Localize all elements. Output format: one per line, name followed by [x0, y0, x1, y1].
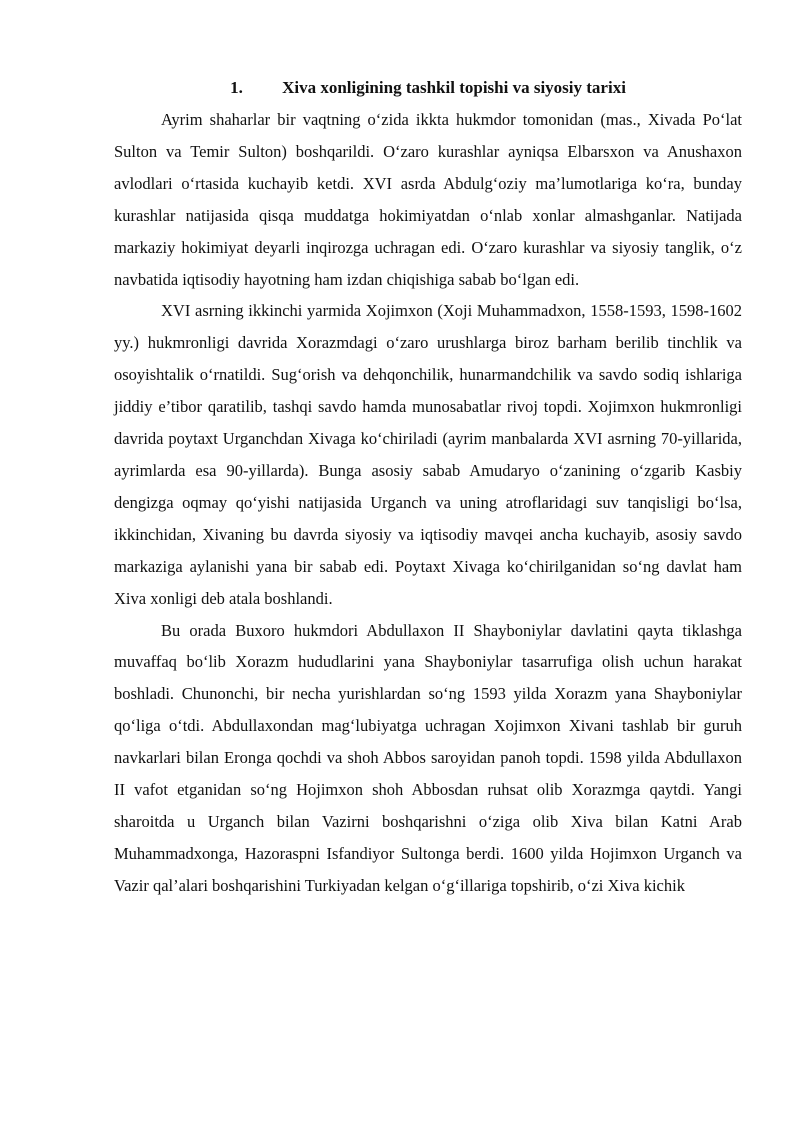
document-page: [114, 72, 742, 902]
paragraph-3: Bu orada Buxoro hukmdori Abdullaxon II Shayboniylar davlatini qayta tiklashga muvaffaq bo‘lib Xorazm hududlarini yana Shayboniylar tasarrufiga olish uchun harakat boshladi. Chunonchi, bir necha yurishlardan so‘ng 1593 yilda Xorazm yana Shayboniylar qo‘liga o‘tdi. Abdullaxondan mag‘lubiyatga uchragan Xojimxon Xivani tashlab bir guruh navkarlari bilan Eronga qochdi va shoh Abbos saroyidan panoh topdi. 1598 yilda Abdullaxon II vafot etganidan so‘ng Hojimxon shoh Abbosdan ruhsat olib Xorazmga qaytdi. Yangi sharoitda u Urganch bilan Vazirni boshqarishni o‘ziga olib Xiva bilan Katni Arab Muhammadxonga, Hazoraspni Isfandiyor Sultonga berdi. 1600 yilda Hojimxon Urganch va Vazir qal’alari boshqarishini Turkiyadan kelgan o‘g‘illariga topshirib, o‘zi Xiva kichik: [114, 620, 742, 895]
section-title: Xiva xonligining tashkil topishi va siyosiy tarixi: [282, 78, 626, 97]
paragraph-1: Ayrim shaharlar bir vaqtning o‘zida ikkta hukmdor tomonidan (mas., Xivada Po‘lat Sulton va Temir Sulton) boshqarildi. O‘zaro kurashlar ayniqsa Elbarsxon va Anushaxon avlodlari o‘rtasida kuchayib ketdi. XVI asrda Abdulg‘oziy ma’lumotlariga ko‘ra, bunday kurashlar natijasida qisqa muddatga hokimiyatdan o‘nlab xonlar almashganlar. Natijada markaziy hokimiyat deyarli inqirozga uchragan edi. O‘zaro kurashlar va siyosiy tanglik, o‘z navbatida iqtisodiy hayotning ham izdan chiqishiga sabab bo‘lgan edi.: [114, 110, 742, 289]
section-number: 1.: [230, 78, 243, 97]
section-heading: [114, 72, 742, 104]
paragraph-2: XVI asrning ikkinchi yarmida Xojimxon (Xoji Muhammadxon, 1558-1593, 1598-1602 yy.) hukmronligi davrida Xorazmdagi o‘zaro urushlarga biroz barham berilib tinchlik va osoyishtalik o‘rnatildi. Sug‘orish va dehqonchilik, hunarmandchilik va savdo sodiq ishlariga jiddiy e’tibor qaratilib, tashqi savdo hamda munosabatlar rivoj topdi. Xojimxon hukmronligi davrida poytaxt Urganchdan Xivaga ko‘chiriladi (ayrim manbalarda XVI asrning 70-yillarida, ayrimlarda esa 90-yillarda). Bunga asosiy sabab Amudaryo o‘zanining o‘zgarib Kasbiy dengizga oqmay qo‘yishi natijasida Urganch va uning atroflaridagi suv tanqisligi bo‘lsa, ikkinchidan, Xivaning bu davrda siyosiy va iqtisodiy mavqei ancha kuchayib, asosiy savdo markaziga aylanishi yana bir sabab edi. Poytaxt Xivaga ko‘chirilganidan so‘ng davlat ham Xiva xonligi deb atala boshlandi.: [114, 301, 742, 608]
